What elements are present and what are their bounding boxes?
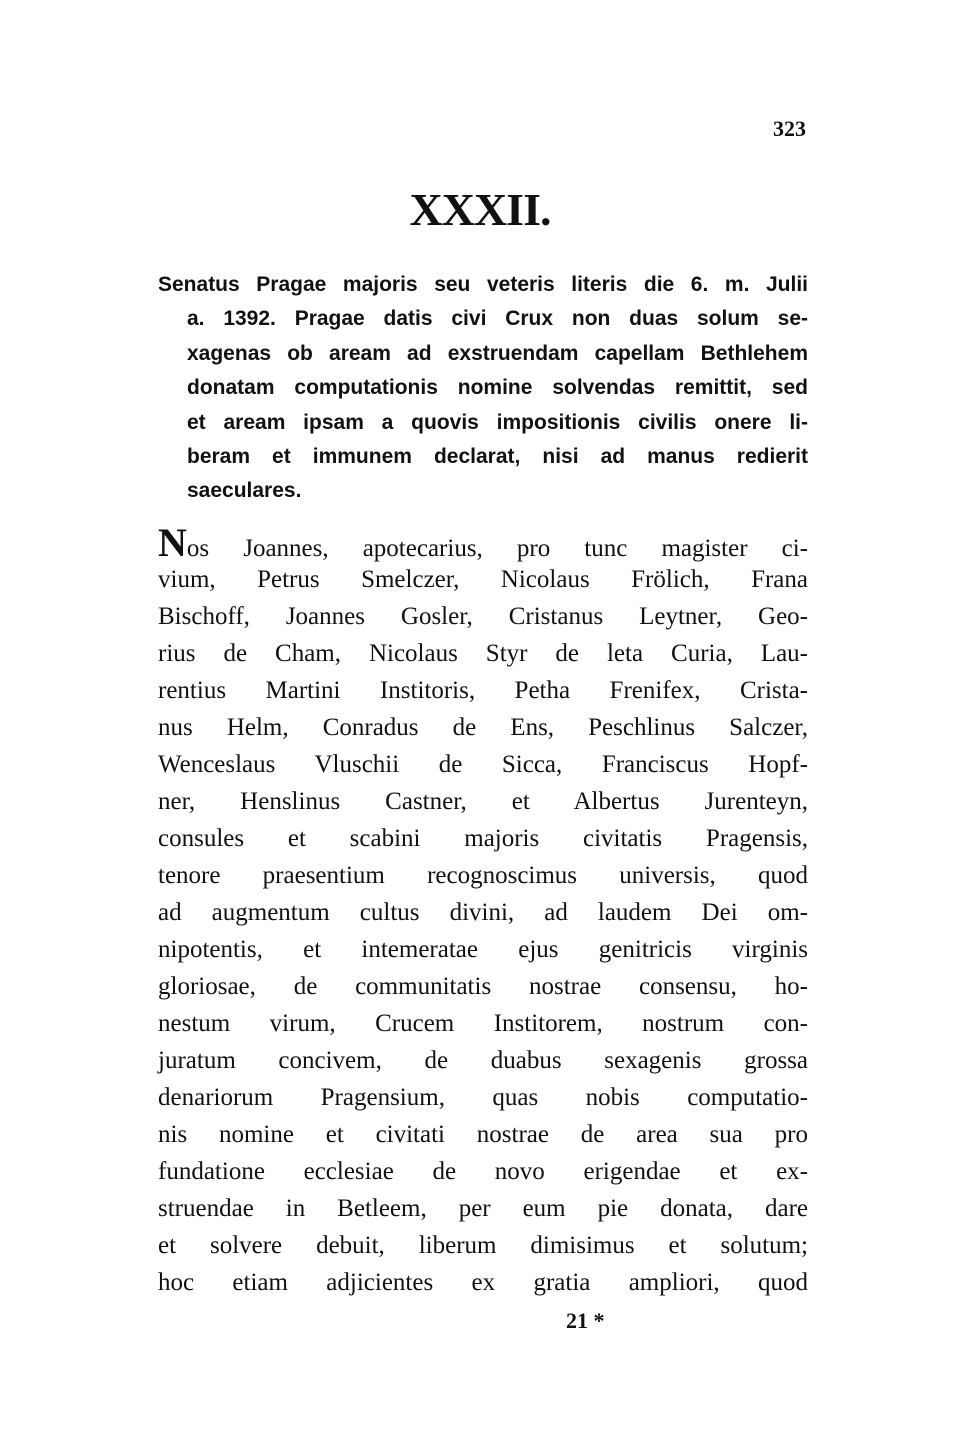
body-line: nus Helm, Conradus de Ens, Peschlinus Salczer, xyxy=(158,714,808,741)
body-line: vium, Petrus Smelczer, Nicolaus Frölich, Frana xyxy=(158,566,808,593)
body-line: denariorum Pragensium, quas nobis computatio- xyxy=(158,1084,808,1111)
summary-line: saeculares. xyxy=(187,479,302,503)
body-line: consules et scabini majoris civitatis Pragensis, xyxy=(158,825,808,852)
body-line: rius de Cham, Nicolaus Styr de leta Curia, Lau- xyxy=(158,640,808,667)
body-line: et solvere debuit, liberum dimisimus et solutum; xyxy=(158,1232,808,1259)
summary-paragraph xyxy=(158,268,808,509)
body-line: juratum concivem, de duabus sexagenis grossa xyxy=(158,1047,808,1074)
body-line: gloriosae, de communitatis nostrae consensu, ho- xyxy=(158,973,808,1000)
body-line: nestum virum, Crucem Institorem, nostrum con- xyxy=(158,1010,808,1037)
body-line: Nos Joannes, apotecarius, pro tunc magister ci- xyxy=(158,520,808,565)
summary-line: et aream ipsam a quovis impositionis civilis onere li- xyxy=(187,410,808,434)
summary-line: a. 1392. Pragae datis civi Crux non duas solum se- xyxy=(187,307,808,331)
document-heading: XXXII. xyxy=(409,184,551,235)
summary-line: xagenas ob aream ad exstruendam capellam Bethlehem xyxy=(187,341,808,365)
body-line: tenore praesentium recognoscimus universis, quod xyxy=(158,862,808,889)
body-text xyxy=(158,520,808,1301)
body-line: fundatione ecclesiae de novo erigendae et ex- xyxy=(158,1158,808,1185)
body-line: Bischoff, Joannes Gosler, Cristanus Leytner, Geo- xyxy=(158,603,808,630)
summary-line: beram et immunem declarat, nisi ad manus redierit xyxy=(187,444,808,468)
body-line: nis nomine et civitati nostrae de area sua pro xyxy=(158,1121,808,1148)
summary-line: donatam computationis nomine solvendas remittit, sed xyxy=(187,376,808,400)
page-number: 323 xyxy=(773,116,806,141)
body-line: ad augmentum cultus divini, ad laudem Dei om- xyxy=(158,899,808,926)
body-line: nipotentis, et intemeratae ejus genitricis virginis xyxy=(158,936,808,963)
body-line: ner, Henslinus Castner, et Albertus Jurenteyn, xyxy=(158,788,808,815)
summary-line: Senatus Pragae majoris seu veteris literis die 6. m. Julii xyxy=(158,273,808,296)
signature-mark: 21 * xyxy=(566,1308,605,1333)
body-line: struendae in Betleem, per eum pie donata, dare xyxy=(158,1195,808,1222)
body-line: Wenceslaus Vluschii de Sicca, Franciscus Hopf- xyxy=(158,751,808,778)
body-line: hoc etiam adjicientes ex gratia ampliori, quod xyxy=(158,1269,808,1296)
body-line: rentius Martini Institoris, Petha Frenifex, Crista- xyxy=(158,677,808,704)
